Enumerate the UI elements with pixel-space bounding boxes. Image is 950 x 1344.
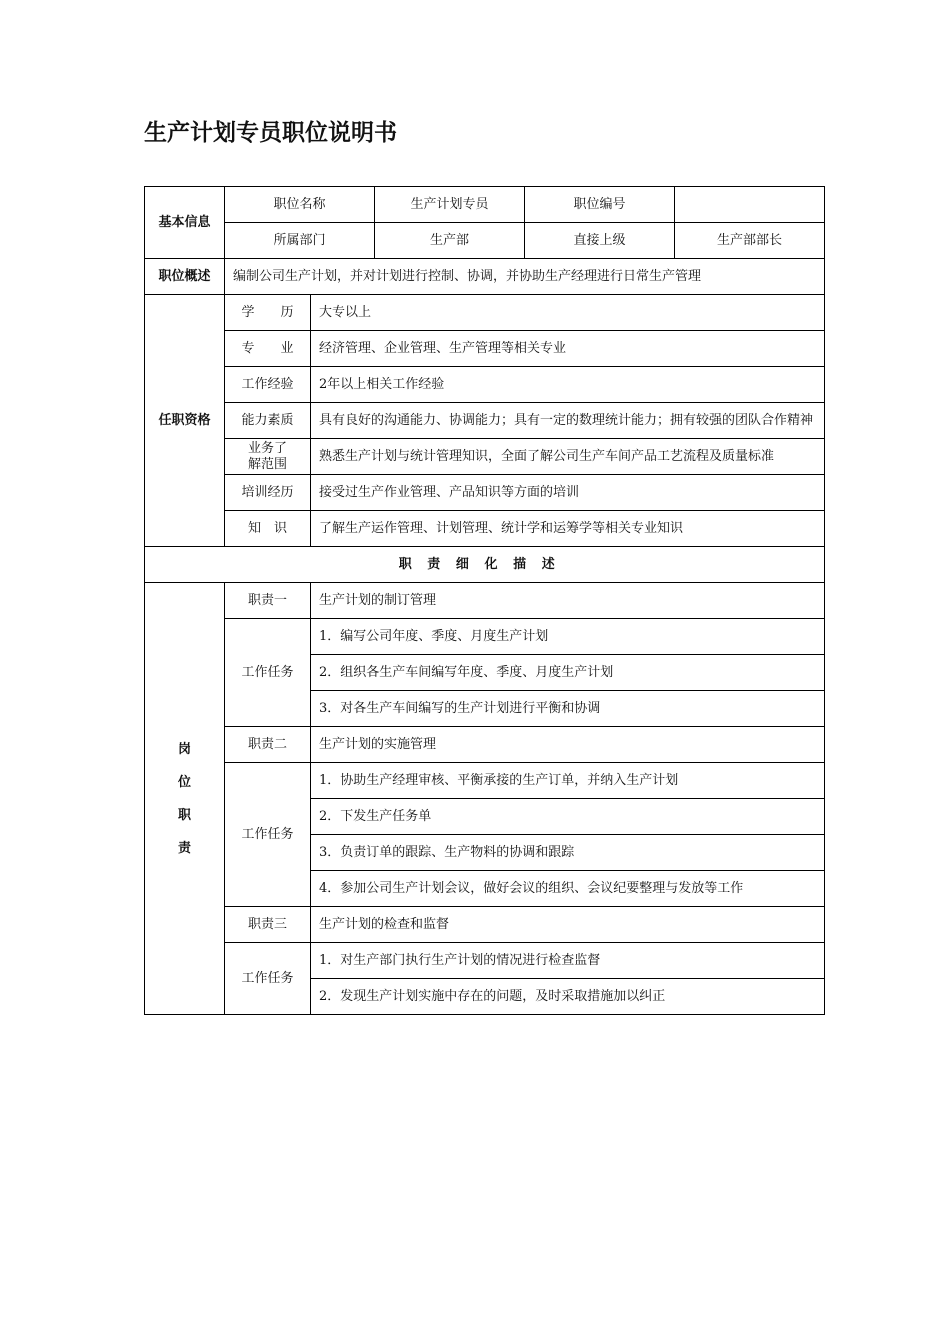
task-item: 2．下发生产任务单 [311, 799, 825, 835]
qualification-value: 2年以上相关工作经验 [311, 367, 825, 403]
position-name-value: 生产计划专员 [375, 187, 525, 223]
qualification-label: 学 历 [225, 295, 311, 331]
department-label: 所属部门 [225, 223, 375, 259]
supervisor-label: 直接上级 [525, 223, 675, 259]
position-code-label: 职位编号 [525, 187, 675, 223]
duties-section-char: 岗 [177, 741, 191, 757]
duty-row [145, 907, 825, 943]
task-row [145, 619, 825, 655]
duties-section-char: 职 [177, 807, 191, 823]
qualification-label: 培训经历 [225, 475, 311, 511]
qualification-row [145, 403, 825, 439]
duty-label: 职责三 [225, 907, 311, 943]
task-item: 3．对各生产车间编写的生产计划进行平衡和协调 [311, 691, 825, 727]
qualification-value: 了解生产运作管理、计划管理、统计学和运筹学等相关专业知识 [311, 511, 825, 547]
document-title: 生产计划专员职位说明书 [144, 120, 397, 146]
qualification-value: 接受过生产作业管理、产品知识等方面的培训 [311, 475, 825, 511]
qualification-row [145, 295, 825, 331]
qualification-row [145, 367, 825, 403]
task-label: 工作任务 [225, 763, 311, 907]
overview-text: 编制公司生产计划，并对计划进行控制、协调，并协助生产经理进行日常生产管理 [225, 259, 825, 295]
qualification-value: 具有良好的沟通能力、协调能力；具有一定的数理统计能力；拥有较强的团队合作精神 [311, 403, 825, 439]
task-label: 工作任务 [225, 619, 311, 727]
qualifications-section-label: 任职资格 [145, 295, 225, 547]
duty-text: 生产计划的实施管理 [311, 727, 825, 763]
task-item: 3．负责订单的跟踪、生产物料的协调和跟踪 [311, 835, 825, 871]
duties-section-char: 责 [177, 840, 191, 856]
qualification-row [145, 475, 825, 511]
duties-header-row [145, 547, 825, 583]
qualification-row [145, 331, 825, 367]
qualification-label: 专 业 [225, 331, 311, 367]
duties-header: 职责细化描述 [145, 547, 825, 583]
task-item: 1．协助生产经理审核、平衡承接的生产订单，并纳入生产计划 [311, 763, 825, 799]
duty-row [145, 583, 825, 619]
basic-info-section-label: 基本信息 [145, 187, 225, 259]
position-code-value [675, 187, 825, 223]
qualification-label: 工作经验 [225, 367, 311, 403]
basic-info-row-1 [145, 187, 825, 223]
qualification-row [145, 439, 825, 475]
qualification-value: 经济管理、企业管理、生产管理等相关专业 [311, 331, 825, 367]
basic-info-row-2 [145, 223, 825, 259]
task-item: 4．参加公司生产计划会议，做好会议的组织、会议纪要整理与发放等工作 [311, 871, 825, 907]
supervisor-value: 生产部部长 [675, 223, 825, 259]
duties-section-char: 位 [177, 774, 191, 790]
qualification-row [145, 511, 825, 547]
task-item: 1．编写公司年度、季度、月度生产计划 [311, 619, 825, 655]
duties-section-label [145, 583, 225, 1015]
overview-section-label: 职位概述 [145, 259, 225, 295]
overview-row [145, 259, 825, 295]
duty-text: 生产计划的检查和监督 [311, 907, 825, 943]
duty-text: 生产计划的制订管理 [311, 583, 825, 619]
task-item: 2．组织各生产车间编写年度、季度、月度生产计划 [311, 655, 825, 691]
position-name-label: 职位名称 [225, 187, 375, 223]
task-row [145, 763, 825, 799]
task-item: 1．对生产部门执行生产计划的情况进行检查监督 [311, 943, 825, 979]
task-label: 工作任务 [225, 943, 311, 1015]
duty-label: 职责二 [225, 727, 311, 763]
department-value: 生产部 [375, 223, 525, 259]
qualification-value: 大专以上 [311, 295, 825, 331]
task-row [145, 943, 825, 979]
duty-label: 职责一 [225, 583, 311, 619]
job-description-table [144, 186, 825, 1015]
task-item: 2．发现生产计划实施中存在的问题，及时采取措施加以纠正 [311, 979, 825, 1015]
qualification-label: 业务了解范围 [225, 439, 311, 475]
qualification-label: 能力素质 [225, 403, 311, 439]
qualification-label: 知 识 [225, 511, 311, 547]
duty-row [145, 727, 825, 763]
qualification-value: 熟悉生产计划与统计管理知识，全面了解公司生产车间产品工艺流程及质量标准 [311, 439, 825, 475]
